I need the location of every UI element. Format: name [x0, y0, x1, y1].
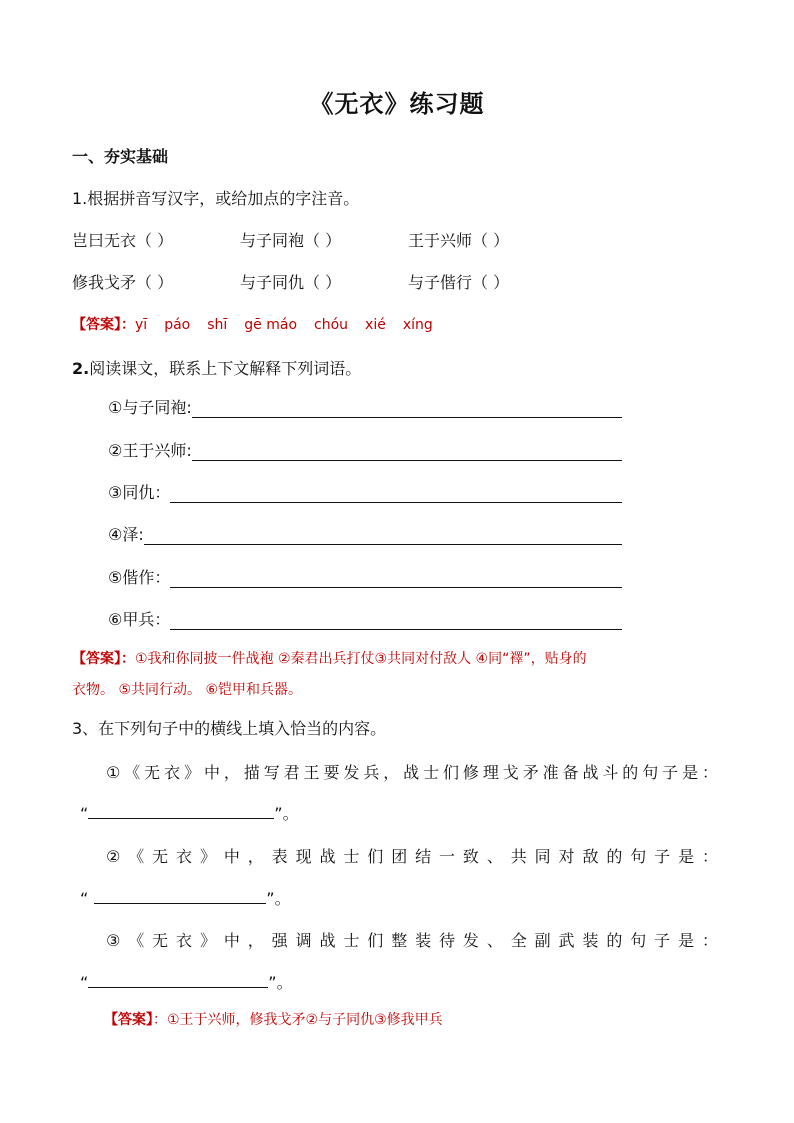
answer-blank-line[interactable]	[88, 802, 274, 819]
pinyin-answer: páo	[164, 317, 191, 333]
answer-blank-line[interactable]	[94, 887, 266, 904]
answer-tag: 【答案】：	[72, 317, 135, 333]
q2-answer-line-1	[72, 648, 587, 668]
pinyin-answer: chóu	[314, 317, 349, 333]
q3-fill-3	[80, 970, 293, 993]
q1-item-4: 修我戈矛（ ）	[72, 273, 174, 292]
q1-item-5: 与子同仇（ ）	[240, 273, 342, 292]
q2-blank-row	[108, 439, 622, 461]
q3-fill-1	[80, 801, 299, 824]
answer-tag: 【答案】	[104, 1012, 153, 1028]
pinyin-answer: shī	[207, 317, 228, 333]
page-title: 《无衣》练习题	[309, 90, 485, 118]
open-quote: “	[80, 889, 89, 908]
q1-item-2: 与子同袍（ ）	[240, 231, 342, 250]
question-2-prompt	[72, 356, 361, 379]
q2-item-label: ①与子同袍:	[108, 398, 192, 417]
q2-item-label: ④泽:	[108, 525, 144, 544]
q2-answer-text: ①我和你同披一件战袍 ②秦君出兵打仗③共同对付敌人 ④同“襗”，贴身的	[135, 651, 587, 667]
answer-blank-line[interactable]	[192, 399, 622, 418]
question-2-number: 2.	[72, 359, 90, 378]
q3-answer	[104, 1009, 443, 1029]
q3-sentence-3: ③《无衣》中，强调战士们整装待发、全副武装的句子是：	[106, 931, 718, 950]
q3-sentence-2: ②《无衣》中，表现战士们团结一致、共同对敌的句子是：	[106, 847, 718, 866]
question-3-prompt: 3、在下列句子中的横线上填入恰当的内容。	[72, 719, 387, 738]
answer-tag: 【答案】：	[72, 651, 135, 667]
answer-blank-line[interactable]	[170, 569, 622, 588]
q2-blank-row	[108, 608, 622, 630]
q2-answer-line-2: 衣物。 ⑤共同行动。 ⑥铠甲和兵器。	[72, 682, 303, 698]
answer-blank-line[interactable]	[170, 611, 622, 630]
question-2-text: 阅读课文，联系上下文解释下列词语。	[89, 359, 362, 378]
pinyin-answer: xíng	[402, 317, 433, 333]
q3-fill-2	[80, 886, 291, 909]
pinyin-answer: xié	[365, 317, 386, 333]
q3-sentence-1: ①《无衣》中，描写君王要发兵，战士们修理戈矛准备战斗的句子是：	[106, 763, 718, 782]
close-quote: ”。	[268, 973, 293, 992]
q3-answer-text: ：①王于兴师，修我戈矛②与子同仇③修我甲兵	[153, 1012, 443, 1028]
q2-item-label: ⑥甲兵：	[108, 610, 171, 629]
q2-blank-row	[108, 481, 622, 503]
pinyin-answer: yī	[135, 317, 148, 333]
answer-blank-line[interactable]	[192, 442, 622, 461]
q2-blank-row	[108, 566, 622, 588]
section-heading: 一、夯实基础	[72, 147, 169, 166]
q2-item-label: ②王于兴师:	[108, 441, 192, 460]
answer-blank-line[interactable]	[144, 526, 622, 545]
q2-item-label: ③同仇：	[108, 483, 171, 502]
pinyin-answer: gē máo	[244, 317, 298, 333]
q1-item-3: 王于兴师（ ）	[408, 231, 510, 250]
close-quote: ”。	[266, 889, 291, 908]
answer-blank-line[interactable]	[88, 971, 268, 988]
q1-item-1: 岂曰无衣（ ）	[72, 231, 174, 250]
close-quote: ”。	[274, 804, 299, 823]
q2-item-label: ⑤偕作：	[108, 568, 171, 587]
open-quote: “	[80, 973, 89, 992]
open-quote: “	[80, 804, 89, 823]
question-1-prompt: 1.根据拼音写汉字，或给加点的字注音。	[72, 189, 360, 208]
q2-blank-row	[108, 523, 622, 545]
q2-blank-row	[108, 396, 622, 418]
q1-answer	[72, 314, 450, 334]
q1-item-6: 与子偕行（ ）	[408, 273, 510, 292]
answer-blank-line[interactable]	[170, 484, 622, 503]
